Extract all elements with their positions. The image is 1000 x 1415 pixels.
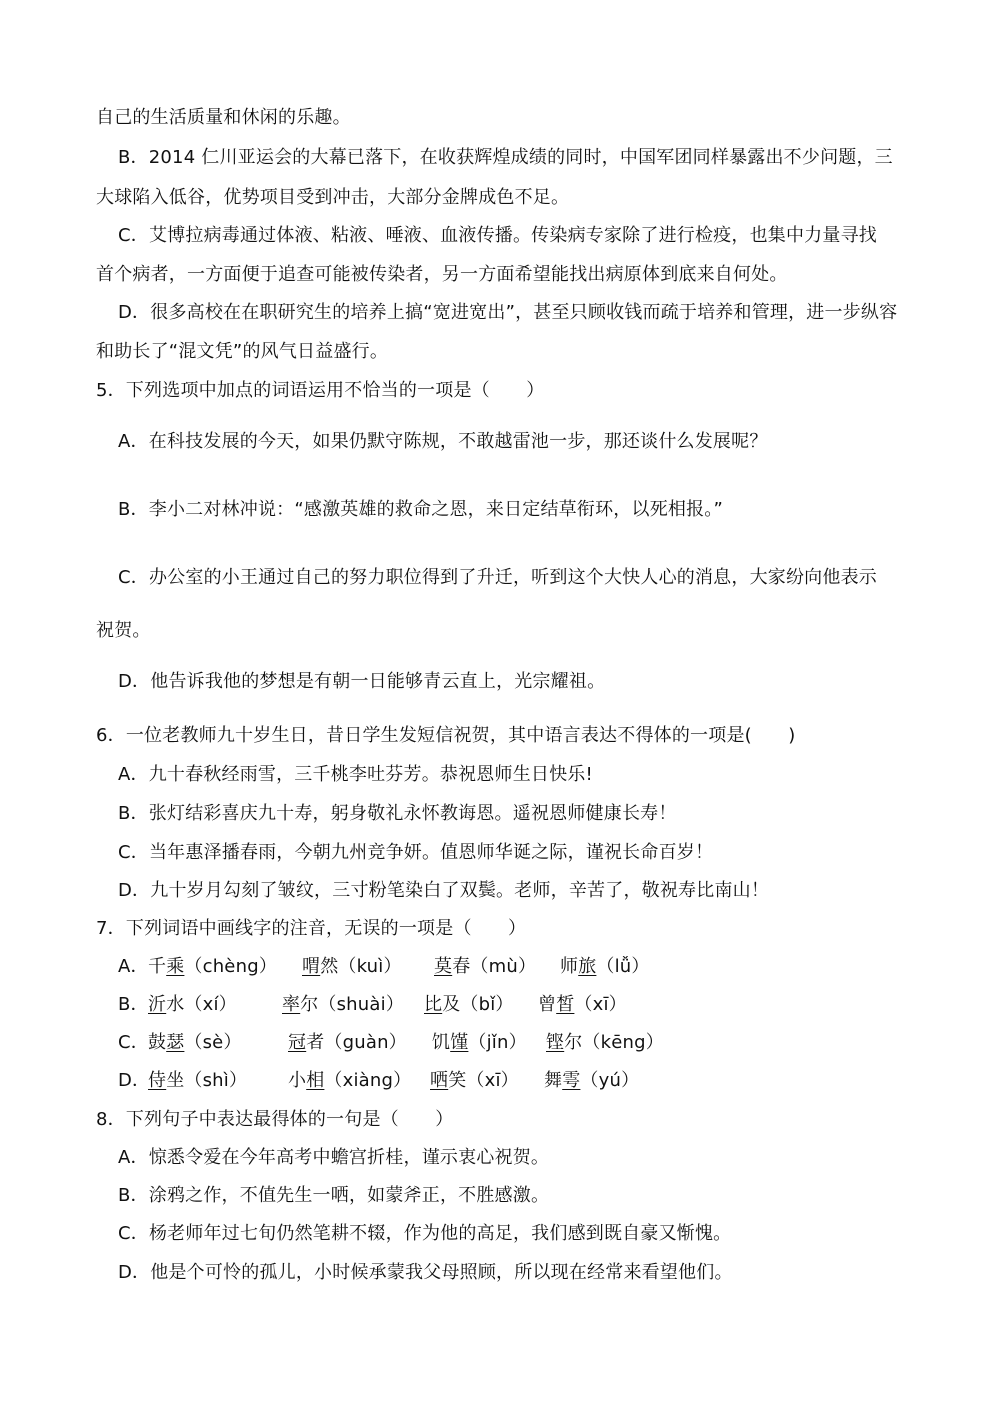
q6-stem: 6．一位老教师九十岁生日，昔日学生发短信祝贺，其中语言表达不得体的一项是( ) (96, 725, 796, 746)
q7-a-word-4: 师旅（lǚ） (560, 956, 650, 977)
q5-b-pre: B．李小二对林冲说：“感激英雄的救命之恩，来日定 (118, 499, 541, 520)
q7-b-word-3: 比及（bǐ） (424, 994, 514, 1015)
q4-option-c-line1: C．艾博拉病毒通过体液、粘液、唾液、血液传播。传染病专家除了进行检疫，也集中力量寻找 (118, 225, 877, 246)
q4-option-b-line1: B．2014 仁川亚运会的大幕已落下，在收获辉煌成绩的同时，中国军团同样暴露出不少问题，三 (118, 147, 893, 168)
q5-c-post: 的消息，大家纷向他表示 (676, 567, 877, 588)
q7-c-word-1: 鼓瑟（sè） (148, 1032, 242, 1053)
q8-option-c: C．杨老师年过七旬仍然笔耕不辍，作为他的高足，我们感到既自豪又惭愧。 (118, 1223, 732, 1244)
q5-a-post: 一步，那还谈什么发展呢？ (549, 431, 768, 452)
q7-a-word-2: 喟然（kuì） (302, 956, 402, 977)
q4-option-c-line2: 首个病者，一方面便于追查可能被传染者，另一方面希望能找出病原体到底来自何处。 (96, 264, 788, 285)
q4-option-d-line1: D．很多高校在在职研究生的培养上搞“宽进宽出”，甚至只顾收钱而疏于培养和管理，进一步纵容 (118, 302, 898, 323)
q8-option-a: A．惊悉令爱在今年高考中蟾宫折桂，谨示衷心祝贺。 (118, 1147, 550, 1168)
q5-option-c (118, 566, 877, 590)
q5-d-dotted-word: 青云直上 (423, 671, 497, 692)
q7-c-word-4: 铿尔（kēng） (546, 1032, 664, 1053)
q5-option-d (118, 670, 605, 694)
q5-d-post: ，光宗耀祖。 (496, 671, 606, 692)
q7-a-word-3: 莫春（mù） (434, 956, 537, 977)
q5-option-b (118, 498, 723, 522)
q7-stem: 7．下列词语中画线字的注音，无误的一项是（ ） (96, 918, 527, 939)
q4-option-d-line2: 和助长了“混文凭”的风气日益盛行。 (96, 341, 389, 362)
q7-c-word-2: 冠者（guàn） (288, 1032, 407, 1053)
q4-option-a-continuation: 自己的生活质量和休闲的乐趣。 (96, 107, 351, 128)
q4-option-b-line2: 大球陷入低谷，优势项目受到冲击，大部分金牌成色不足。 (96, 187, 570, 208)
q5-c-pre: C．办公室的小王通过自己的努力职位得到了升迁，听到这个 (118, 567, 604, 588)
q5-option-a (118, 430, 768, 454)
q7-d-word-4: 舞雩（yú） (544, 1070, 640, 1091)
q7-a-word-1: 千乘（chèng） (148, 956, 278, 977)
q7-b-word-1: 沂水（xí） (148, 994, 237, 1015)
q7-a-label: A． (118, 956, 149, 977)
q5-c-dotted-word: 大快人心 (603, 567, 677, 588)
q7-option-b (118, 993, 678, 1017)
q7-option-a (118, 955, 678, 979)
q5-option-c-continuation: 祝贺。 (96, 620, 151, 641)
q8-stem: 8．下列句子中表达最得体的一句是（ ） (96, 1109, 454, 1130)
q7-c-word-3: 饥馑（jǐn） (432, 1032, 527, 1053)
q8-option-b: B．涂鸦之作，不值先生一哂，如蒙斧正，不胜感激。 (118, 1185, 550, 1206)
q6-option-d: D．九十岁月勾刻了皱纹，三寸粉笔染白了双鬓。老师，辛苦了，敬祝寿比南山！ (118, 880, 770, 901)
q5-d-pre: D．他告诉我他的梦想是有朝一日能够 (118, 671, 424, 692)
q5-a-dotted-word: 敢越雷池 (476, 431, 550, 452)
q7-d-word-2: 小相（xiàng） (288, 1070, 412, 1091)
q7-b-label: B． (118, 994, 149, 1015)
q6-option-b: B．张灯结彩喜庆九十寿，躬身敬礼永怀教诲恩。遥祝恩师健康长寿！ (118, 803, 677, 824)
q7-d-word-1: 侍坐（shì） (148, 1070, 248, 1091)
q5-b-post: ，以死相报。” (613, 499, 724, 520)
q8-option-d: D．他是个可怜的孤儿，小时候承蒙我父母照顾，所以现在经常来看望他们。 (118, 1262, 733, 1283)
q7-option-d (118, 1069, 678, 1093)
q5-b-dotted-word: 结草衔环 (540, 499, 614, 520)
q7-option-c (118, 1031, 678, 1055)
q7-b-word-4: 曾皙（xī） (538, 994, 627, 1015)
q7-c-label: C． (118, 1032, 149, 1053)
q5-a-pre: A．在科技发展的今天，如果仍默守陈规，不 (118, 431, 477, 452)
q7-d-word-3: 哂笑（xī） (430, 1070, 519, 1091)
q6-option-c: C．当年惠泽播春雨，今朝九州竞争妍。值恩师华诞之际，谨祝长命百岁！ (118, 842, 714, 863)
q5-stem: 5．下列选项中加点的词语运用不恰当的一项是（ ） (96, 380, 545, 401)
q7-d-label: D． (118, 1070, 151, 1091)
q6-option-a: A．九十春秋经雨雪，三千桃李吐芬芳。恭祝恩师生日快乐! (118, 764, 593, 785)
q7-b-word-2: 率尔（shuài） (282, 994, 405, 1015)
